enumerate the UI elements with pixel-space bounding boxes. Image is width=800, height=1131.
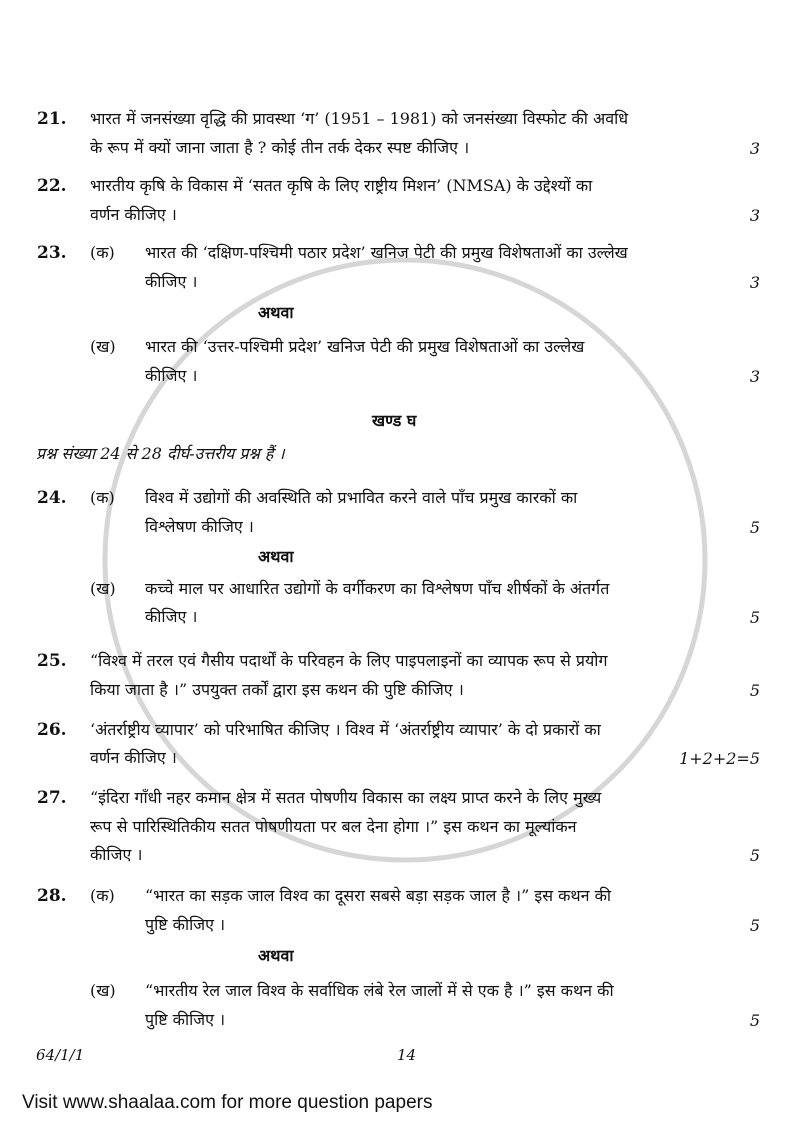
- sub-label: (क): [90, 488, 115, 507]
- or-label: अथवा: [258, 547, 294, 566]
- question-number: 26.: [37, 720, 67, 740]
- question-text: कीजिए ।: [90, 845, 143, 864]
- marks: 5: [749, 518, 760, 537]
- question-number: 27.: [37, 788, 67, 808]
- question-text: कीजिए ।: [145, 607, 198, 626]
- question-text: रूप से पारिस्थितिकीय सतत पोषणीयता पर बल देना होगा ।” इस कथन का मूल्यांकन: [90, 817, 577, 836]
- sub-label: (ख): [90, 981, 116, 1000]
- sub-label: (क): [90, 886, 115, 905]
- question-number: 21.: [37, 109, 67, 129]
- question-text: “इंदिरा गाँधी नहर कमान क्षेत्र में सतत पोषणीय विकास का लक्ष्य प्राप्त करने के लिए मुख्य: [90, 788, 602, 807]
- marks: 3: [749, 206, 760, 225]
- marks: 5: [749, 608, 760, 627]
- section-title: खण्ड घ: [372, 411, 417, 430]
- sub-label: (क): [90, 243, 115, 262]
- question-text: “विश्व में तरल एवं गैसीय पदार्थों के परिवहन के लिए पाइपलाइनों का व्यापक रूप से प्रयोग: [90, 651, 608, 670]
- section-instruction: प्रश्न संख्या 24 से 28 दीर्घ-उत्तरीय प्रश्न हैं ।: [36, 444, 285, 463]
- question-text: किया जाता है ।” उपयुक्त तर्कों द्वारा इस कथन की पुष्टि कीजिए ।: [90, 680, 464, 699]
- question-text: कच्चे माल पर आधारित उद्योगों के वर्गीकरण का विश्लेषण पाँच शीर्षकों के अंतर्गत: [145, 579, 610, 598]
- question-text: भारत में जनसंख्या वृद्धि की प्रावस्था ‘ग’ (1951 – 1981) को जनसंख्या विस्फोट की अवधि: [90, 109, 629, 128]
- or-label: अथवा: [258, 303, 294, 322]
- question-text: विश्लेषण कीजिए ।: [145, 517, 254, 536]
- question-text: कीजिए ।: [145, 272, 198, 291]
- marks: 5: [749, 1011, 760, 1030]
- visit-link[interactable]: Visit www.shaalaa.com for more question papers: [22, 1092, 433, 1113]
- marks: 5: [749, 681, 760, 700]
- marks: 5: [749, 846, 760, 865]
- question-text: के रूप में क्यों जाना जाता है ? कोई तीन तर्क देकर स्पष्ट कीजिए ।: [90, 138, 470, 157]
- or-label: अथवा: [258, 946, 294, 965]
- question-text: वर्णन कीजिए ।: [90, 205, 177, 224]
- question-number: 28.: [37, 886, 67, 906]
- question-text: वर्णन कीजिए ।: [90, 748, 177, 767]
- marks: 3: [749, 139, 760, 158]
- question-number: 25.: [37, 651, 67, 671]
- question-text: पुष्टि कीजिए ।: [145, 1010, 226, 1029]
- question-text: “भारतीय रेल जाल विश्व के सर्वाधिक लंबे रेल जालों में से एक है ।” इस कथन की: [145, 981, 614, 1000]
- page-number: 14: [397, 1046, 417, 1064]
- question-number: 24.: [37, 488, 67, 508]
- question-text: भारत की ‘उत्तर-पश्चिमी प्रदेश’ खनिज पेटी की प्रमुख विशेषताओं का उल्लेख: [145, 337, 585, 356]
- question-number: 23.: [37, 243, 67, 263]
- sub-label: (ख): [90, 337, 116, 356]
- question-number: 22.: [37, 176, 67, 196]
- marks: 3: [749, 367, 760, 386]
- marks: 1+2+2=5: [679, 749, 760, 768]
- marks: 3: [749, 273, 760, 292]
- question-text: “भारत का सड़क जाल विश्व का दूसरा सबसे बड़ा सड़क जाल है ।” इस कथन की: [145, 886, 612, 905]
- sub-label: (ख): [90, 579, 116, 598]
- question-text: कीजिए ।: [145, 366, 198, 385]
- question-text: पुष्टि कीजिए ।: [145, 915, 226, 934]
- question-text: विश्व में उद्योगों की अवस्थिति को प्रभावित करने वाले पाँच प्रमुख कारकों का: [145, 488, 578, 507]
- question-text: भारतीय कृषि के विकास में ‘सतत कृषि के लिए राष्ट्रीय मिशन’ (NMSA) के उद्देश्यों का: [90, 176, 593, 195]
- question-text: भारत की ‘दक्षिण-पश्चिमी पठार प्रदेश’ खनिज पेटी की प्रमुख विशेषताओं का उल्लेख: [145, 243, 628, 262]
- paper-code: 64/1/1: [36, 1046, 85, 1064]
- question-text: ‘अंतर्राष्ट्रीय व्यापार’ को परिभाषित कीजिए । विश्व में ‘अंतर्राष्ट्रीय व्यापार’ के दो प्रकारों का: [90, 720, 601, 739]
- marks: 5: [749, 916, 760, 935]
